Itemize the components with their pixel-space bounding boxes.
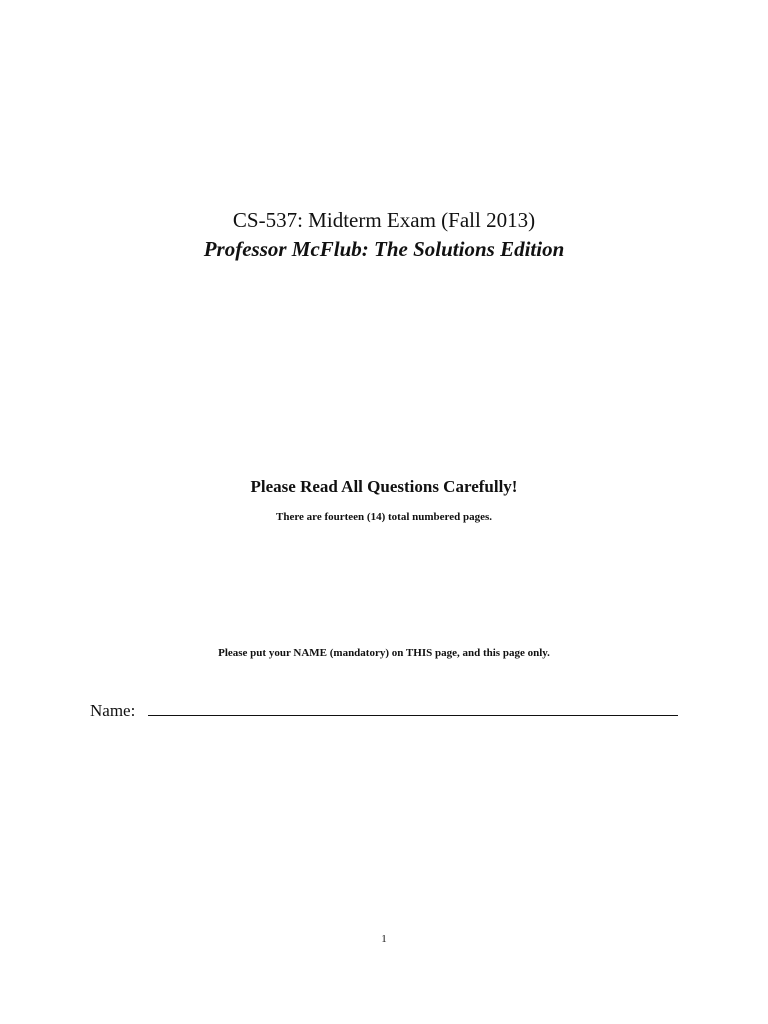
name-label: Name: [90,701,136,720]
read-carefully-notice: Please Read All Questions Carefully! [250,477,518,496]
page-number: 1 [381,933,387,945]
exam-subtitle: Professor McFlub: The Solutions Edition [203,237,565,261]
page-count-note: There are fourteen (14) total numbered pages. [276,511,492,523]
name-blank-line[interactable] [148,715,678,716]
exam-title: CS-537: Midterm Exam (Fall 2013) [232,208,536,232]
name-field-row [90,700,680,722]
name-instruction: Please put your NAME (mandatory) on THIS page, and this page only. [218,647,550,659]
